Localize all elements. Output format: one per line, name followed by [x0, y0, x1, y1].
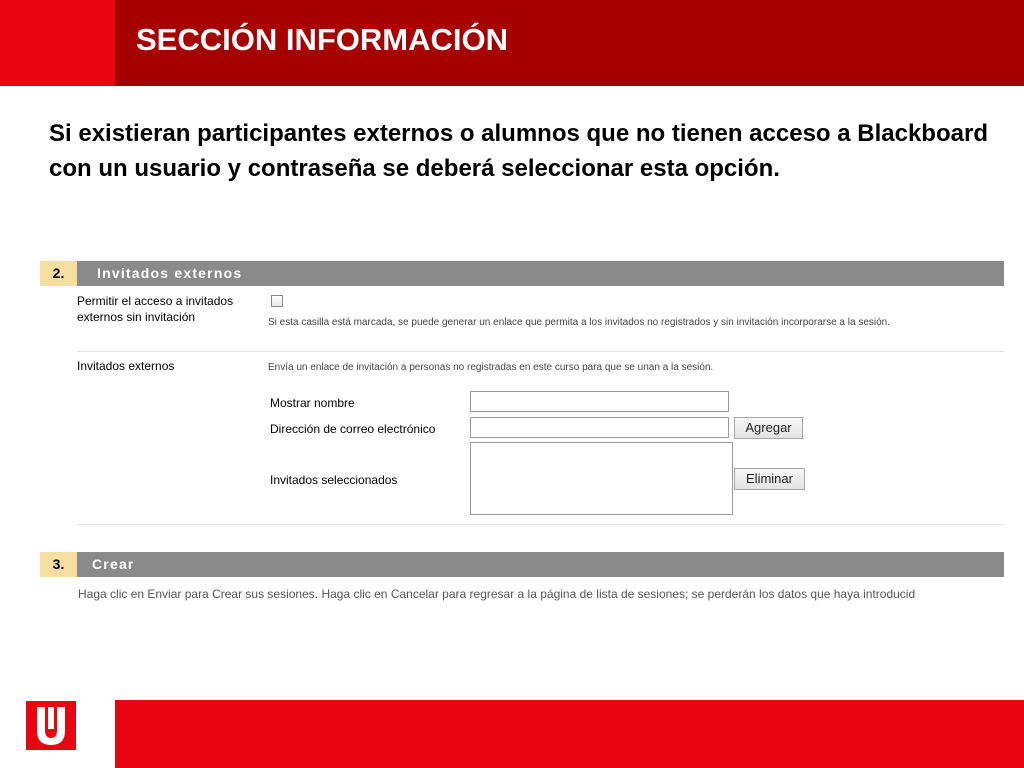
create-instructions: Haga clic en Enviar para Crear sus sesiones. Haga clic en Cancelar para regresar a la página de lista de sesiones; se perderán los datos que haya introducid	[78, 587, 916, 601]
row-separator	[77, 524, 1004, 525]
display-name-input[interactable]	[470, 391, 729, 412]
allow-access-label: Permitir el acceso a invitados externos sin invitación	[77, 294, 234, 324]
remove-button[interactable]: Eliminar	[734, 468, 805, 490]
external-guests-hint: Envía un enlace de invitación a personas no registradas en este curso para que se unan a la sesión.	[268, 362, 714, 373]
intro-text: Si existieran participantes externos o alumnos que no tienen acceso a Blackboard con un usuario y contraseña se deberá seleccionar esta opción.	[49, 120, 988, 182]
selected-guests-list[interactable]	[470, 442, 733, 515]
email-input[interactable]	[470, 417, 729, 438]
display-name-label: Mostrar nombre	[270, 396, 355, 410]
header-accent	[0, 0, 115, 86]
section-2-title: Invitados externos	[77, 261, 1004, 286]
footer-bar	[115, 700, 1024, 768]
external-guests-label: Invitados externos	[77, 359, 175, 373]
email-label: Dirección de correo electrónico	[270, 422, 436, 436]
section-2-number: 2.	[40, 261, 77, 286]
university-u-logo-icon	[26, 701, 76, 750]
add-button[interactable]: Agregar	[734, 417, 803, 439]
selected-guests-label: Invitados seleccionados	[270, 473, 398, 487]
section-3-number: 3.	[40, 552, 77, 577]
section-3-title: Crear	[77, 552, 1004, 577]
slide-title: SECCIÓN INFORMACIÓN	[136, 22, 508, 57]
allow-access-checkbox[interactable]	[271, 295, 283, 307]
row-separator	[77, 351, 1004, 352]
allow-access-hint: Si esta casilla está marcada, se puede generar un enlace que permita a los invitados no registrados y sin invitación incorporarse a la sesión.	[268, 317, 891, 328]
